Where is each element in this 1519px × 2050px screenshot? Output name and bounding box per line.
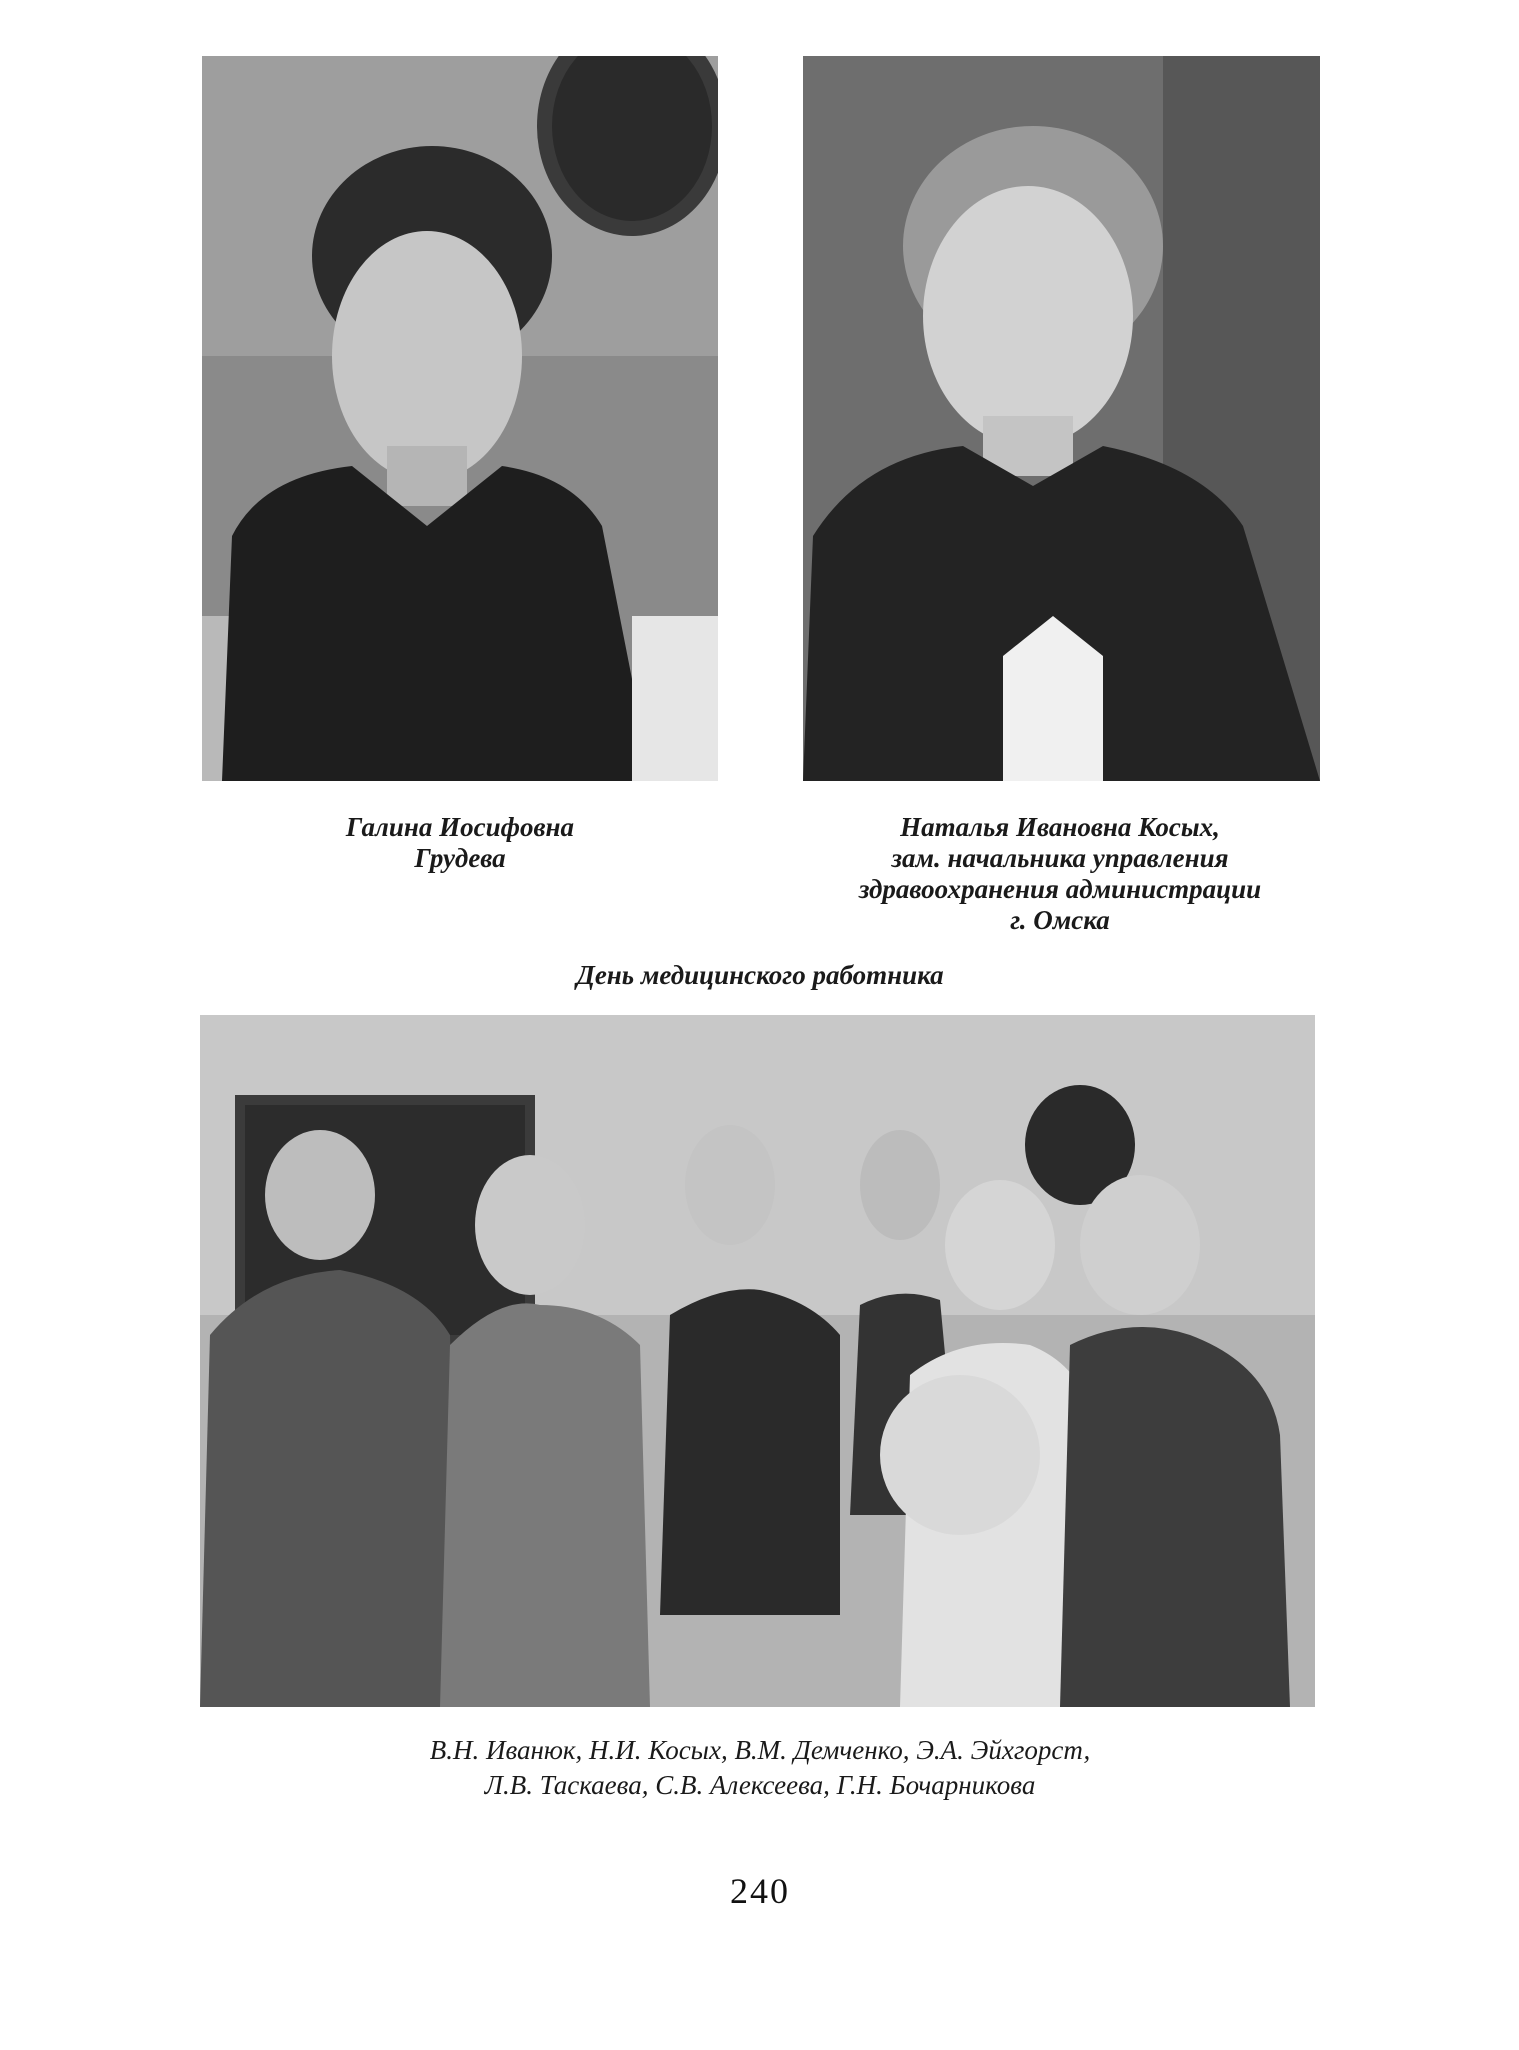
page-number: 240	[730, 1871, 790, 1911]
portrait-photo-kosykh	[803, 56, 1320, 781]
caption-line: В.Н. Иванюк, Н.И. Косых, В.М. Демченко, Э.А. Эйхгорст,	[429, 1735, 1091, 1765]
section-title: День медицинского работника	[576, 960, 944, 990]
group-photo	[200, 1015, 1315, 1707]
caption-line: Наталья Ивановна Косых,	[900, 812, 1220, 842]
caption-line: Л.В. Таскаева, С.В. Алексеева, Г.Н. Бочарникова	[484, 1770, 1036, 1800]
caption-line: Грудева	[414, 843, 506, 873]
portrait-image-grudeva	[202, 56, 718, 781]
portrait-photo-grudeva	[202, 56, 718, 781]
caption-line: Галина Иосифовна	[345, 812, 575, 842]
caption-line: г. Омска	[1010, 905, 1110, 935]
caption-line: здравоохранения администрации	[858, 874, 1262, 904]
caption-group-photo	[250, 1733, 1270, 1803]
caption-kosykh	[770, 812, 1350, 936]
portrait-image-kosykh	[803, 56, 1320, 781]
caption-line: зам. начальника управления	[891, 843, 1229, 873]
group-photo-image	[200, 1015, 1315, 1707]
caption-grudeva	[290, 812, 630, 874]
